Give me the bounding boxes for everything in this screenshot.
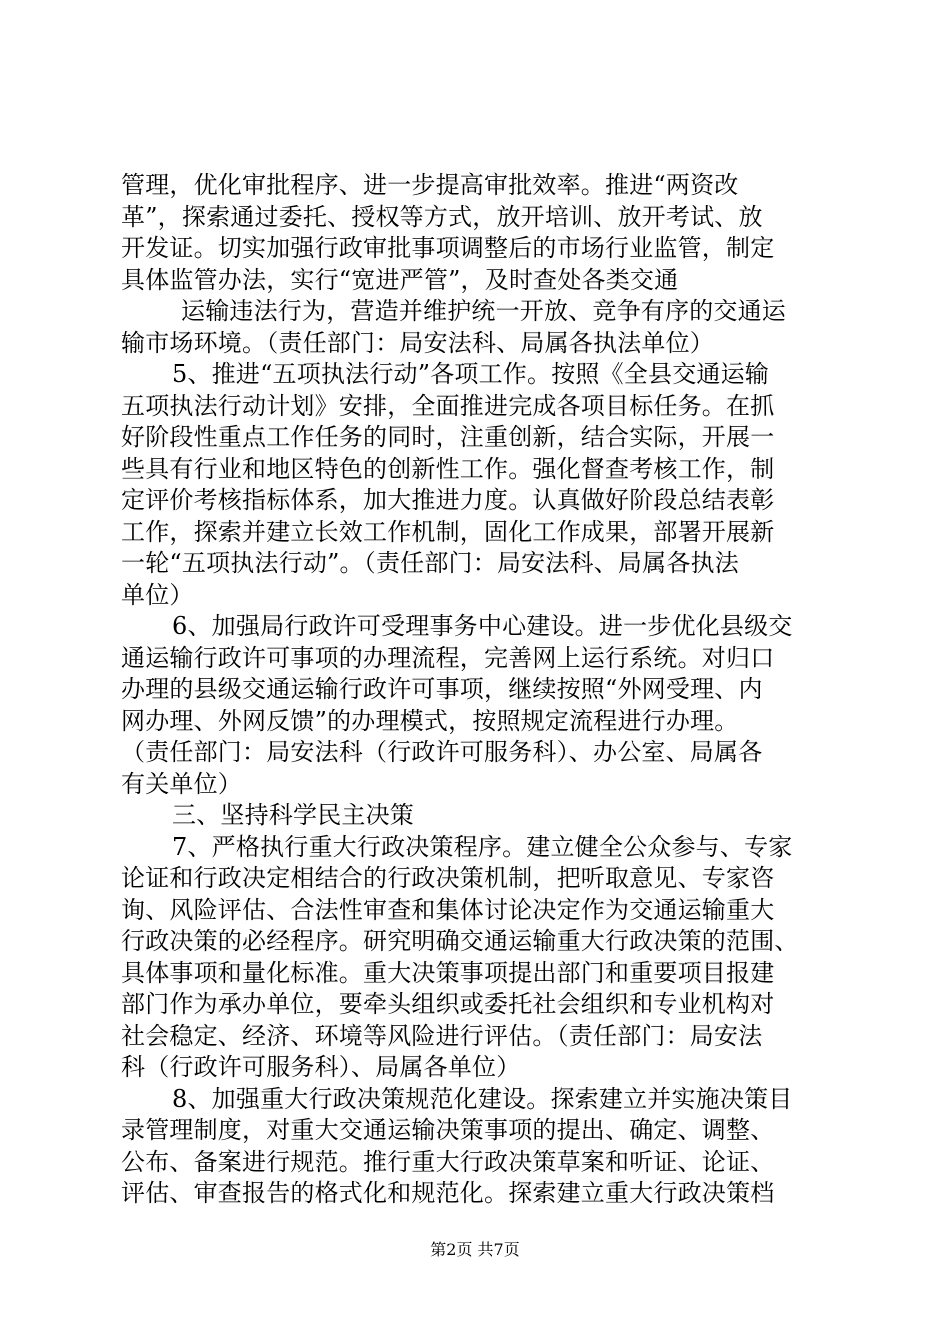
text-line: 有关单位） <box>121 769 242 798</box>
document-body <box>121 170 831 1210</box>
paragraph-5-start: 5、推进“五项执法行动”各项工作。按照《全县交通运输 <box>172 360 770 388</box>
text-line: 运输违法行为，营造并维护统一开放、竞争有序的交通运 <box>181 297 786 325</box>
text-line: 办理的县级交通运输行政许可事项，继续按照“外网受理、内 <box>121 675 763 703</box>
text-line: 通运输行政许可事项的办理流程，完善网上运行系统。对归口 <box>121 643 775 672</box>
paragraph-7-start: 7、严格执行重大行政决策程序。建立健全公众参与、专家 <box>172 832 793 861</box>
text-line: 输市场环境。（责任部门：局安法科、局属各执法单位） <box>121 328 714 357</box>
paragraph-8-start: 8、加强重大行政决策规范化建设。探索建立并实施决策目 <box>172 1084 793 1113</box>
text-line: 科（行政许可服务科）、局属各单位） <box>121 1053 521 1081</box>
text-line: 具体事项和量化标准。重大决策事项提出部门和重要项目报建 <box>121 958 775 987</box>
text-line: 一轮“五项执法行动”。（责任部门：局安法科、局属各执法 <box>121 549 739 577</box>
text-line: 公布、备案进行规范。推行重大行政决策草案和听证、论证、 <box>121 1147 775 1176</box>
paragraph-6-start: 6、加强局行政许可受理事务中心建设。进一步优化县级交 <box>172 612 793 640</box>
text-line: 网办理、外网反馈”的办理模式，按照规定流程进行办理。 <box>121 706 739 735</box>
text-line: 社会稳定、经济、环境等风险进行评估。（责任部门：局安法 <box>121 1021 763 1050</box>
text-line: 革”，探索通过委托、授权等方式，放开培训、放开考试、放 <box>121 202 763 231</box>
text-line: 具体监管办法，实行“宽进严管”，及时查处各类交通 <box>121 265 679 294</box>
text-line: 工作，探索并建立长效工作机制，固化工作成果，部署开展新 <box>121 517 775 546</box>
text-line: 好阶段性重点工作任务的同时，注重创新，结合实际，开展一 <box>121 423 775 451</box>
text-line: 管理，优化审批程序、进一步提高审批效率。推进“两资改 <box>121 171 739 199</box>
text-line: 部门作为承办单位，要牵头组织或委托社会组织和专业机构对 <box>121 990 775 1018</box>
text-line: 开发证。切实加强行政审批事项调整后的市场行业监管，制定 <box>121 234 775 262</box>
text-line: 些具有行业和地区特色的创新性工作。强化督查考核工作，制 <box>121 454 775 483</box>
text-line: 询、风险评估、合法性审查和集体讨论决定作为交通运输重大 <box>121 895 775 924</box>
text-line: 评估、审查报告的格式化和规范化。探索建立重大行政决策档 <box>121 1179 775 1207</box>
text-line: 定评价考核指标体系，加大推进力度。认真做好阶段总结表彰 <box>121 486 775 514</box>
text-line: 五项执法行动计划》安排，全面推进完成各项目标任务。在抓 <box>121 391 775 420</box>
page-number-footer: 第2页 共7页 <box>430 1240 520 1259</box>
text-line: 单位） <box>121 580 194 609</box>
section-heading: 三、坚持科学民主决策 <box>172 801 414 829</box>
text-line: 论证和行政决定相结合的行政决策机制，把听取意见、专家咨 <box>121 864 775 892</box>
text-line: 录管理制度，对重大交通运输决策事项的提出、确定、调整、 <box>121 1116 775 1144</box>
text-line: （责任部门：局安法科（行政许可服务科）、办公室、局属各 <box>121 738 763 766</box>
text-line: 行政决策的必经程序。研究明确交通运输重大行政决策的范围、 <box>121 927 799 955</box>
